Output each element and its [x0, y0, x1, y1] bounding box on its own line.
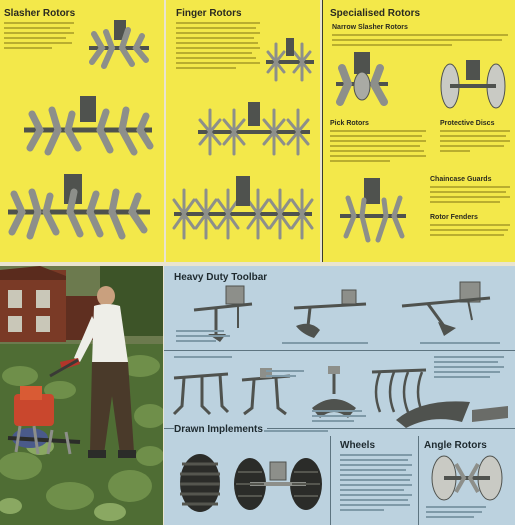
slasher-rotors-text-block	[4, 22, 76, 49]
heavy-duty-toolbar-heading: Heavy Duty Toolbar	[174, 272, 268, 283]
finger-rotors-text-block	[176, 22, 262, 69]
wheels-divider	[330, 436, 331, 525]
toolbar-plough-caption	[282, 342, 368, 344]
protective-discs-text-block	[440, 130, 510, 152]
protective-discs-title: Protective Discs	[440, 120, 495, 127]
slasher-rotors-panel	[0, 0, 164, 262]
angle-rotors-divider	[418, 436, 419, 525]
pick-rotors-text-block	[330, 130, 426, 162]
drawn-implements-heading: Drawn Implements	[174, 424, 267, 435]
chaincase-guards-title: Chaincase Guards	[430, 176, 492, 183]
gardener-photo	[0, 266, 163, 525]
finger-rotors-heading: Finger Rotors	[176, 8, 242, 19]
angle-rotors-text-block	[426, 506, 486, 518]
pick-rotor-image	[334, 176, 412, 250]
toolbar-ridging-body-caption	[312, 410, 366, 422]
gardener-photo-illustration	[0, 266, 163, 525]
finger-rotor-small-image	[262, 34, 318, 88]
tyre-wheel-image	[172, 450, 228, 516]
angle-rotor-image	[428, 452, 506, 502]
toolbar-leveller-image	[470, 402, 510, 426]
toolbar-cultivator-caption	[420, 342, 500, 344]
toolbar-plough-body-image	[392, 392, 474, 432]
finger-rotor-medium-image	[194, 100, 314, 164]
toolbar-ridger-caption	[176, 330, 232, 342]
narrow-slasher-rotors-title: Narrow Slasher Rotors	[332, 24, 408, 31]
slasher-rotor-medium-image	[18, 92, 158, 162]
slasher-rotor-small-image	[84, 14, 154, 74]
pick-rotors-title: Pick Rotors	[330, 120, 369, 127]
toolbar-tine-bar-image	[170, 362, 232, 422]
toolbar-row-divider	[164, 350, 515, 351]
drawn-implements-caption	[264, 430, 330, 432]
finger-rotors-panel	[166, 0, 320, 262]
implements-panel	[164, 266, 515, 525]
angle-rotors-heading: Angle Rotors	[424, 440, 487, 451]
specialised-rotors-panel	[322, 0, 515, 262]
rotor-fenders-title: Rotor Fenders	[430, 214, 478, 221]
narrow-slasher-rotor-image	[330, 50, 394, 110]
toolbar-hoe-caption	[266, 370, 306, 377]
protective-discs-image	[438, 54, 508, 114]
finger-rotor-large-image	[170, 174, 316, 250]
slasher-rotors-heading: Slasher Rotors	[4, 8, 76, 19]
wheels-text-block	[340, 454, 412, 511]
toolbar-plough-body-caption	[434, 356, 506, 378]
narrow-slasher-text-block	[332, 34, 508, 46]
specialised-rotors-divider	[322, 0, 323, 262]
toolbar-row2-caption-left	[174, 356, 234, 358]
wheels-heading: Wheels	[340, 440, 376, 451]
toolbar-cultivator-image	[398, 280, 494, 340]
chaincase-guards-text-block	[430, 186, 510, 203]
specialised-rotors-heading: Specialised Rotors	[330, 8, 421, 19]
twin-tyre-wheels-image	[230, 454, 326, 514]
toolbar-plough-image	[290, 286, 370, 340]
slasher-rotor-large-image	[4, 172, 154, 248]
rotor-fenders-text-block	[430, 224, 510, 236]
